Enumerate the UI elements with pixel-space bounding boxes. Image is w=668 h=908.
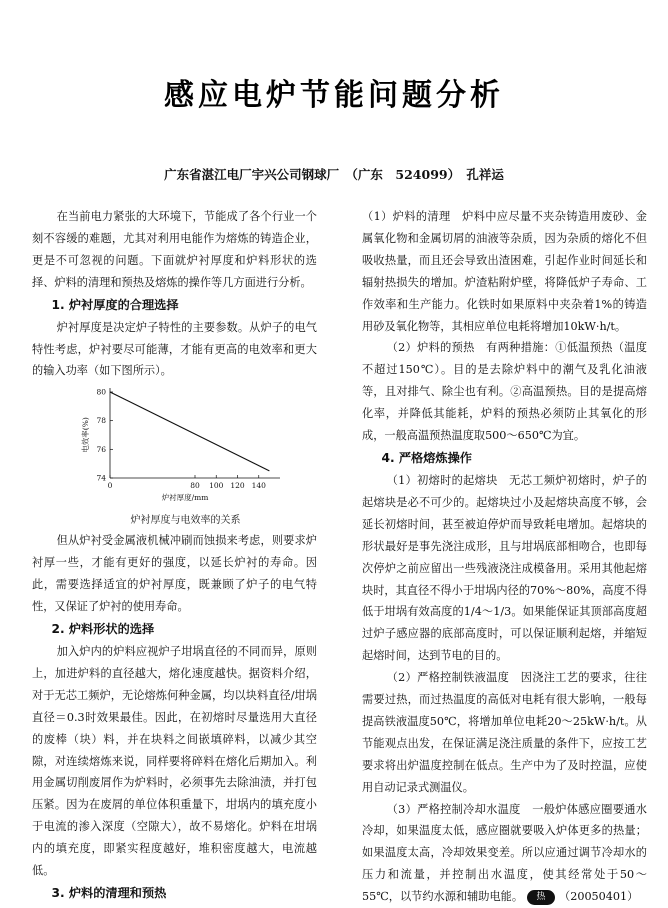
article-date: （20050401） <box>559 890 639 904</box>
section-4-paragraph-2: （2）严格控制铁液温度 因浇注工艺的要求，往往需要过热，而过热温度的高低对电耗有很大影响，一般每提高铁液温度50℃，将增加单位电耗20～25kW·h/t。从节能观点出发，在保证满足浇注质量的条件下，应按工艺要求将出炉温度控制在低点。生产中为了及时控温，应使用自动记录式测温仪。 <box>362 671 647 794</box>
y-tick-label: 76 <box>96 445 106 455</box>
intro-paragraph: 在当前电力紧张的大环境下，节能成了各个行业一个刻不容缓的难题，尤其对利用电能作为熔炼的铸造企业，更是不可忽视的问题。下面就炉衬厚度和炉料形状的选择、炉料的清理和预热及熔炼的操作等几方面进行分析。 <box>32 210 317 289</box>
efficiency-chart <box>32 384 317 510</box>
chart-svg <box>62 384 292 508</box>
section-1-heading: 1. 炉衬厚度的合理选择 <box>51 297 179 312</box>
x-tick-label: 0 <box>107 481 113 491</box>
section-3-heading: 3. 炉料的清理和预热 <box>51 885 167 900</box>
x-tick-label: 140 <box>251 481 266 491</box>
right-column <box>362 206 647 908</box>
section-1-paragraph-2: 但从炉衬受金属液机械冲刷而蚀损来考虑，则要求炉衬厚一些，才能有更好的强度，以延长炉衬的寿命。因此，需要选择适宜的炉衬厚度，既兼顾了炉子的电气特性，又保证了炉衬的使用寿命。 <box>32 534 317 614</box>
y-tick-label: 78 <box>96 416 106 426</box>
author-line: 广东省湛江电厂宇兴公司钢球厂 （广东 524099） 孔祥运 <box>164 167 504 182</box>
x-tick-label: 120 <box>230 481 245 491</box>
end-mark-logo: 热 <box>527 890 555 905</box>
section-4-heading: 4. 严格熔炼操作 <box>381 450 472 465</box>
y-tick-label: 80 <box>96 387 106 397</box>
y-tick-label: 74 <box>96 473 106 483</box>
x-tick-label: 80 <box>190 481 200 491</box>
chart-caption: 炉衬厚度与电效率的关系 <box>130 515 241 527</box>
page-title: 感应电炉节能问题分析 <box>164 78 504 113</box>
section-4-paragraph-3-text: （3）严格控制冷却水温度 一般炉体感应圈要通水冷却，如果温度太低，感应圈就要吸入炉体更多的热量；如果温度太高，冷却效果变差。所以应通过调节冷却水的压力和流量，并控制出水温度，使其经常处于50～55℃，以节约水源和辅助电能。 <box>362 802 647 904</box>
section-2-paragraph-1: 加入炉内的炉料应视炉子坩埚直径的不同而异，原则上，加进炉料的直径越大，熔化速度越快。据资料介绍，对于无芯工频炉，无论熔炼何种金属，均以块料直径/坩埚直径＝0.3时效果最佳。因此，在初熔时尽量选用大直径的废棒（块）料，并在块料之间嵌填碎料，以减少其空隙，对连续熔炼来说，同样要将碎料在熔化后期加入。利用金属切削废屑作为炉料时，必须事先去除油渍，并打包压紧。因为在废屑的单位体积重量下，坩埚内的填充度小于电流的渗入深度（空隙大），故不易熔化。炉料在坩埚内的填充度，即紧实程度越好，堆积密度越大，电流越低。 <box>32 644 317 878</box>
section-1-paragraph-1: 炉衬厚度是决定炉子特性的主要参数。从炉子的电气特性考虑，炉衬要尽可能薄，才能有更高的电效率和更大的输入功率（如下图所示）。 <box>32 320 317 378</box>
section-3-paragraph-1: （1）炉料的清理 炉料中应尽量不夹杂铸造用废砂、金属氧化物和金属切屑的油液等杂质，因为杂质的熔化不但吸收热量，而且还会导致出渣困难，引起作业时间延长和辐射热损失的增加。炉渣粘附炉壁，将降低炉子寿命、工作效率和生产能力。化铁时如果原料中夹杂着1%的铸造用砂及氧化物等，其相应单位电耗将增加10kW·h/t。 <box>362 210 647 333</box>
section-2-heading: 2. 炉料形状的选择 <box>51 621 155 636</box>
efficiency-line <box>110 392 269 471</box>
x-tick-label: 100 <box>209 481 224 491</box>
x-axis-label: 炉衬厚度/mm <box>161 493 209 503</box>
y-axis-label: 电效率(%) <box>81 417 90 454</box>
section-4-paragraph-3 <box>362 799 647 908</box>
left-column <box>32 206 317 905</box>
section-3-paragraph-2: （2）炉料的预热 有两种措施：①低温预热（温度不超过150℃）。目的是去除炉料中的潮气及乳化油液等，且对排气、除尘也有利。②高温预热。目的是提高熔化率，并降低其能耗，炉料的预热必须防止其氧化的形成，一般高温预热温度取500～650℃为宜。 <box>362 341 647 443</box>
section-4-paragraph-1: （1）初熔时的起熔块 无芯工频炉初熔时，炉子的起熔块是必不可少的。起熔块过小及起熔块高度不够，会延长初熔时间，甚至被迫停炉而导致耗电增加。起熔块的形状最好是事先浇注成形，且与坩埚底部相吻合，也即每次停炉之前应留出一些残液浇注成模备用。采用其他起熔块时，其直径不得小于坩埚内径的70%～80%，高度不得低于坩埚有效高度的1/4～1/3。如果能保证其顶部高度超过炉子感应器的底部高度时，可以保证顺利起熔，并缩短起熔时间，达到节电的目的。 <box>362 473 647 663</box>
